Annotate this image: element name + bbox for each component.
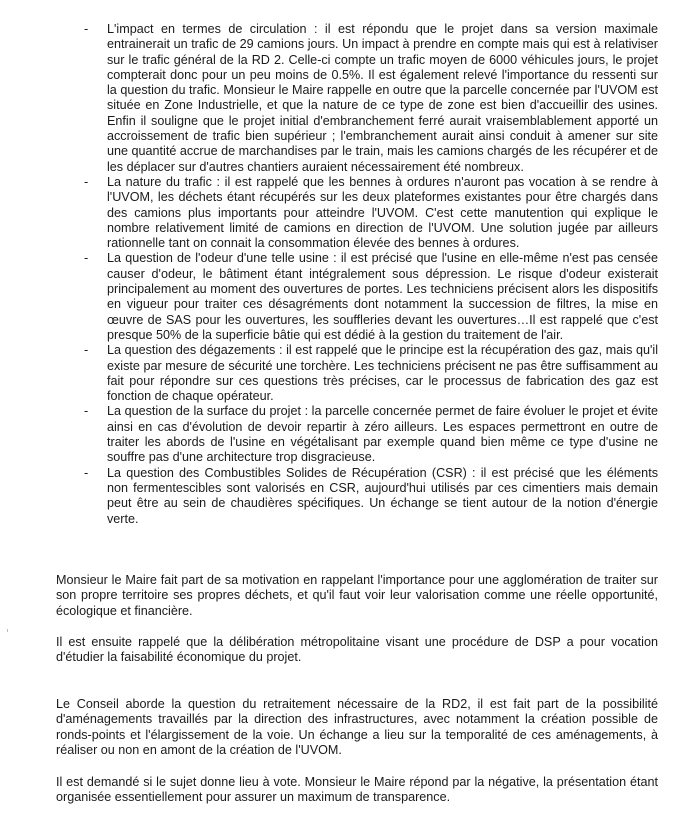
bullet-text: La question des dégazements : il est rappelé que le principe est la récupération des gaz, mais qu'il existe par mesure de sécurité une torchère. Les techniciens précisent ne pas être suffisamment au fait pour répondre sur ces questions très précises, car le processus de fabrication des gaz est fonction de chaque opérateur. (107, 343, 658, 404)
bullet-text: La nature du trafic : il est rappelé que les bennes à ordures n'auront pas vocation à se rendre à l'UVOM, les déchets étant récupérés sur les deux plateformes existantes pour être chargés dans des camions plus importants pour atteindre l'UVOM. C'est cette manutention qui explique le nombre relativement limité de camions en direction de l'UVOM. Une solution jugée par ailleurs rationnelle tant on connait la consommation élevée des bennes à ordures. (107, 174, 658, 251)
bullet-item-traffic-impact (84, 22, 658, 175)
bullet-dash: - (84, 251, 89, 266)
paragraph-dsp-procedure: Il est ensuite rappelé que la délibération métropolitaine visant une procédure de DSP a pour vocation d'étudier la faisabilité économique du projet. (56, 635, 658, 665)
bullet-item-csr (84, 465, 658, 527)
bullet-item-surface (84, 404, 658, 465)
paragraph-mayor-motivation: Monsieur le Maire fait part de sa motivation en rappelant l'importance pour une agglomération de traiter sur son propre territoire ses propres déchets, et qu'il faut voir leur valorisation comme une réelle opportunité, écologique et financière. (56, 573, 658, 618)
bullet-dash: - (84, 343, 89, 358)
bullet-text: La question de la surface du projet : la parcelle concernée permet de faire évoluer le projet et évite ainsi en cas d'évolution de devoir repartir à zéro ailleurs. Les espaces permettront en outre de traiter les abords de l'usine en végétalisant par exemple quand bien même ce type d'usine ne souffre pas d'une architecture trop disgracieuse. (107, 404, 658, 465)
paragraph-rd2-works: Le Conseil aborde la question du retraitement nécessaire de la RD2, il est fait part de la possibilité d'aménagements travaillés par la direction des infrastructures, avec notamment la création possible de ronds-points et l'élargissement de la voie. Un échange a lieu sur la temporalité de ces aménagements, à réaliser ou non en amont de la création de l'UVOM. (56, 697, 658, 757)
bullet-text: La question de l'odeur d'une telle usine : il est précisé que l'usine en elle-même n'est pas censée causer d'odeur, le bâtiment étant intégralement sous dépression. Le risque d'odeur existerait principalement au moment des ouvertures de portes. Les techniciens précisent alors les dispositifs en vigueur pour traiter ces désagréments dont notamment la succession de filtres, la mise en œuvre de SAS pour les ouvertures, les souffleries devant les ouvertures…Il est rappelé que c'est presque 50% de la superficie bâtie qui est dédié à la gestion du traitement de l'air. (107, 251, 658, 342)
bullet-dash: - (84, 174, 89, 189)
bullet-item-degassing (84, 343, 658, 404)
bullet-item-traffic-nature (84, 174, 658, 251)
paragraph-vote: Il est demandé si le sujet donne lieu à vote. Monsieur le Maire répond par la négative, la présentation étant organisée essentiellement pour assurer un maximum de transparence. (56, 775, 658, 805)
bullet-list (84, 22, 658, 527)
bullet-dash: - (84, 22, 89, 36)
bullet-dash: - (84, 465, 89, 480)
bullet-text: L'impact en termes de circulation : il est répondu que le projet dans sa version maximale entrainerait un trafic de 29 camions jours. Un impact à prendre en compte mais qui est à relativiser sur le trafic général de la RD 2. Celle-ci compte un trafic moyen de 6000 véhicules jours, le projet compterait donc pour un peu moins de 0.5%. Il est également relevé l'importance du ressenti sur la question du trafic. Monsieur le Maire rappelle en outre que la parcelle concernée par l'UVOM est située en Zone Industrielle, et que la nature de ce type de zone est bien d'accueillir des usines. Enfin il souligne que le projet initial d'embranchement ferré aurait vraisemblablement apporté un accroissement de trafic bien supérieur ; l'embranchement aurait ainsi conduit à amener sur site une quantité accrue de marchandises par le train, mais les camions chargés de les récupérer et de les déplacer sur d'autres chantiers auraient nécessairement été nombreux. (107, 22, 658, 174)
bullet-text: La question des Combustibles Solides de Récupération (CSR) : il est précisé que les éléments non fermentescibles sont valorisés en CSR, aujourd'hui utilisés par ces cimentiers mais demain peut être au sein de chaudières spécifiques. Un échange se tient autour de la notion d'énergie verte. (107, 465, 658, 526)
scan-mark (7, 629, 8, 632)
bullet-item-odor (84, 251, 658, 343)
bullet-dash: - (84, 404, 89, 419)
